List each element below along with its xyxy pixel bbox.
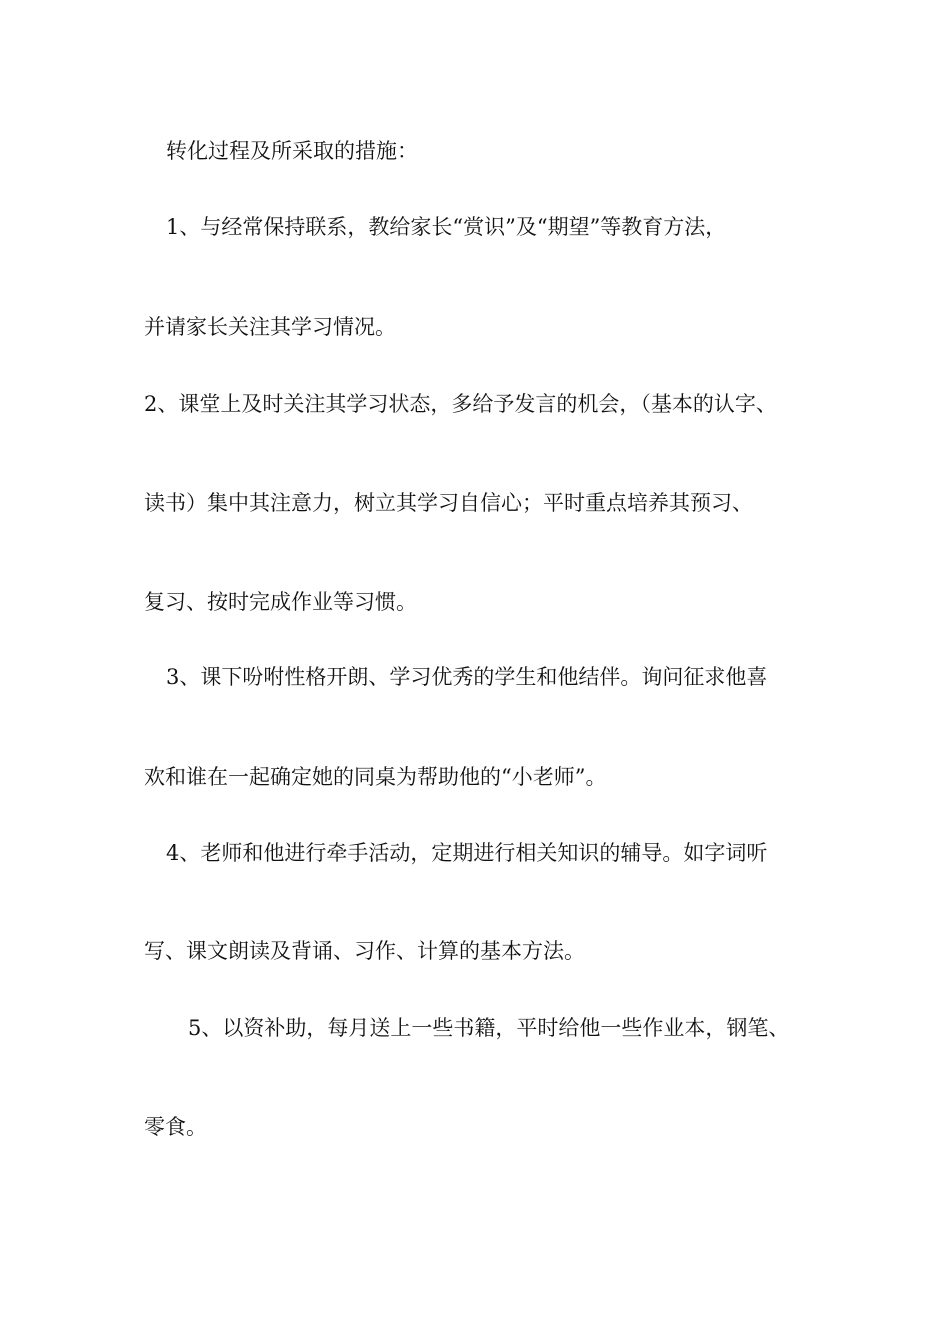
item-1-line-1: 1、与经常保持联系，教给家长“赏识”及“期望”等教育方法， xyxy=(166,215,727,239)
item-2-line-3: 复习、按时完成作业等习惯。 xyxy=(144,590,417,614)
heading-measures: 转化过程及所采取的措施： xyxy=(166,139,418,163)
item-3-line-2: 欢和谁在一起确定她的同桌为帮助他的“小老师”。 xyxy=(144,765,607,789)
item-1-line-2: 并请家长关注其学习情况。 xyxy=(144,315,396,339)
item-4-line-2: 写、课文朗读及背诵、习作、计算的基本方法。 xyxy=(144,939,585,963)
item-4-line-1: 4、老师和他进行牵手活动，定期进行相关知识的辅导。如字词听 xyxy=(166,841,768,865)
item-3-line-1: 3、课下吩咐性格开朗、学习优秀的学生和他结伴。询问征求他喜 xyxy=(166,665,768,689)
item-5-line-1: 5、以资补助，每月送上一些书籍，平时给他一些作业本，钢笔、 xyxy=(188,1016,790,1040)
item-5-line-2: 零食。 xyxy=(144,1115,207,1139)
item-2-line-1: 2、课堂上及时关注其学习状态，多给予发言的机会，（基本的认字、 xyxy=(144,392,777,416)
item-2-line-2: 读书）集中其注意力，树立其学习自信心；平时重点培养其预习、 xyxy=(144,491,753,515)
